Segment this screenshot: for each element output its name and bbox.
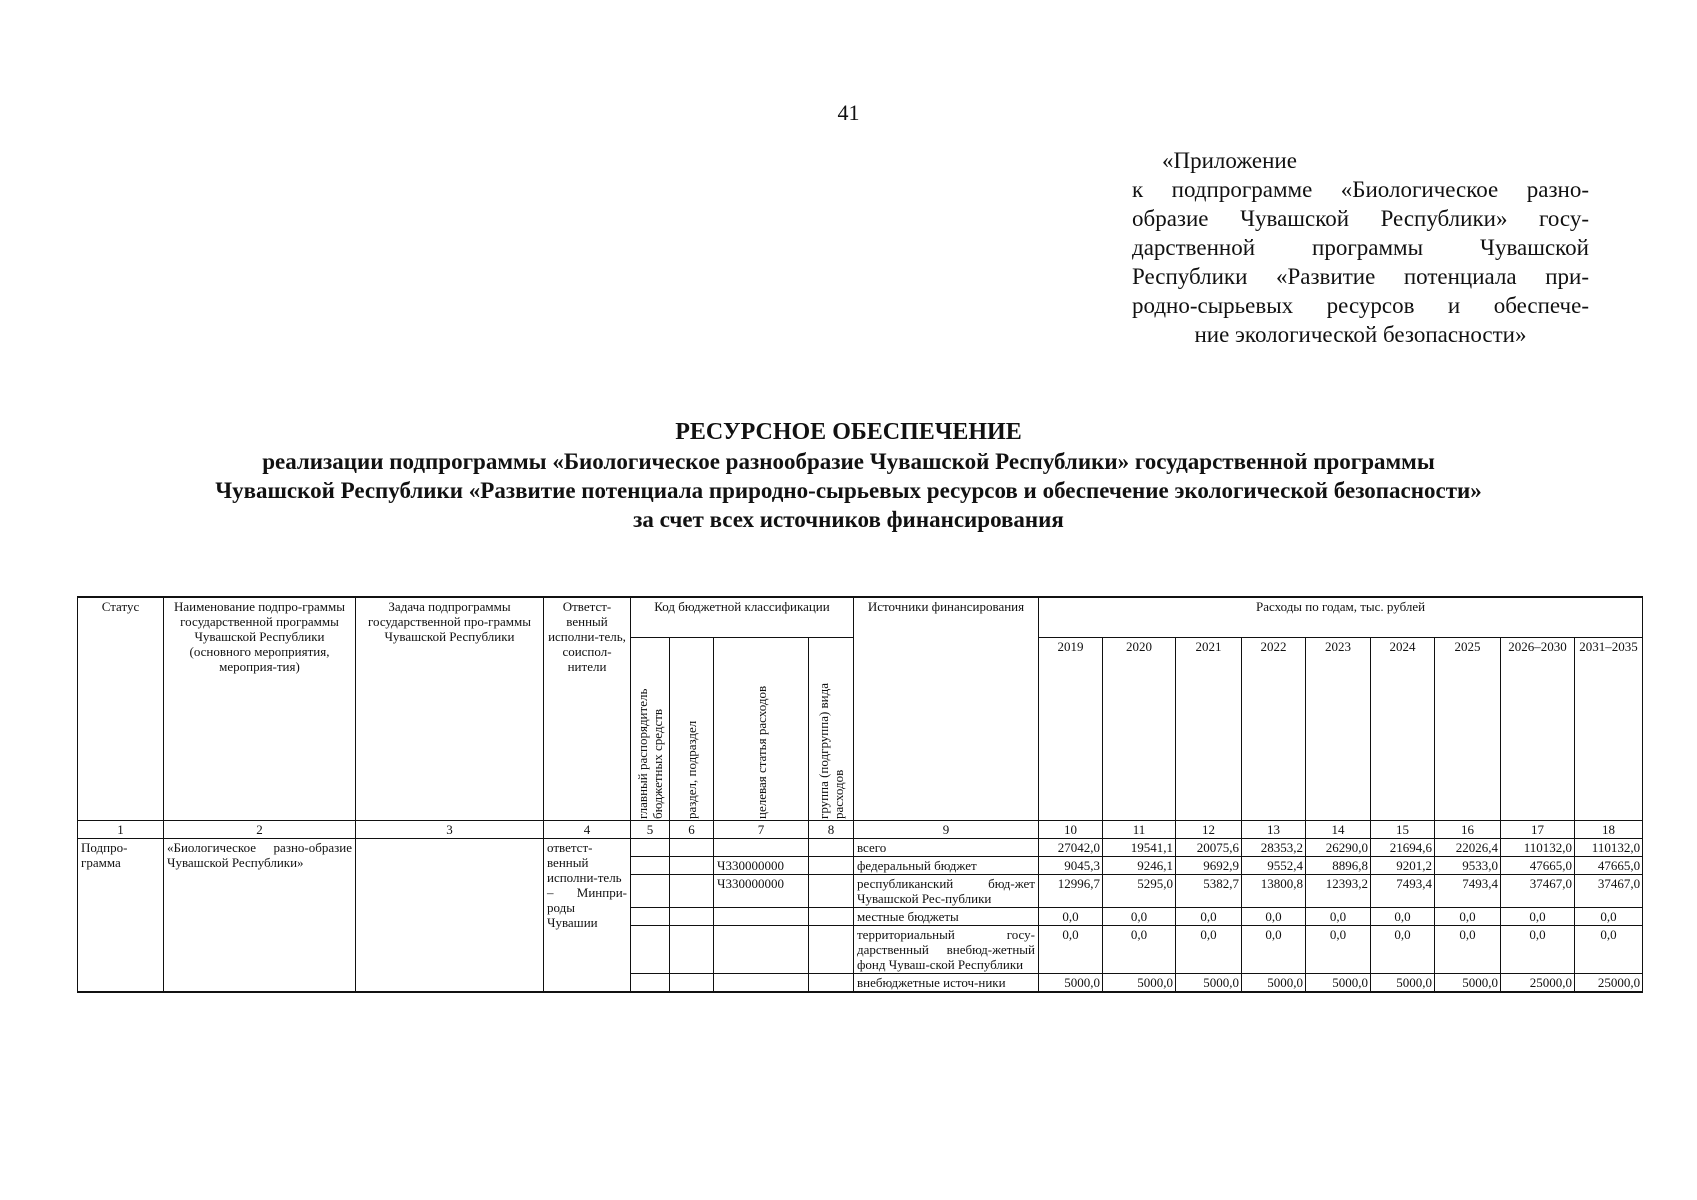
- appendix-line: дарственной программы Чувашской: [1132, 235, 1589, 260]
- header-budget-code: Код бюджетной классификации: [631, 597, 854, 637]
- cell-value: 0,0: [1176, 925, 1242, 973]
- cell-value: 12996,7: [1039, 874, 1103, 907]
- cell-value: 47665,0: [1575, 856, 1643, 874]
- cell-value: 5000,0: [1435, 973, 1501, 992]
- appendix-line: образие Чувашской Республики» госу-: [1132, 206, 1589, 231]
- title-line: РЕСУРСНОЕ ОБЕСПЕЧЕНИЕ: [675, 419, 1022, 445]
- cell-value: 12393,2: [1306, 874, 1371, 907]
- column-number: 11: [1103, 820, 1176, 838]
- cell-section: [670, 856, 714, 874]
- row-task: [356, 838, 544, 992]
- column-number: 7: [714, 820, 809, 838]
- cell-section: [670, 973, 714, 992]
- cell-value: 7493,4: [1435, 874, 1501, 907]
- cell-target: [714, 907, 809, 925]
- column-number: 17: [1501, 820, 1575, 838]
- cell-value: 110132,0: [1501, 838, 1575, 856]
- appendix-note: [1132, 146, 1589, 349]
- cell-value: 5000,0: [1176, 973, 1242, 992]
- resource-table: [77, 596, 1643, 993]
- cell-grbs: [631, 925, 670, 973]
- title-line: реализации подпрограммы «Биологическое разнообразие Чувашской Республики» государственной программы: [262, 449, 1435, 474]
- cell-grbs: [631, 856, 670, 874]
- cell-source: федеральный бюджет: [854, 856, 1039, 874]
- column-number: 10: [1039, 820, 1103, 838]
- cell-value: 5000,0: [1039, 973, 1103, 992]
- header-task: Задача подпрограммы государственной про-граммы Чувашской Республики: [356, 597, 544, 820]
- cell-value: 8896,8: [1306, 856, 1371, 874]
- header-sources: Источники финансирования: [854, 597, 1039, 820]
- header-group: [809, 637, 854, 820]
- row-name: «Биологическое разно-образие Чувашской Республики»: [164, 838, 356, 992]
- header-status: Статус: [78, 597, 164, 820]
- cell-value: 110132,0: [1575, 838, 1643, 856]
- page-number: 41: [837, 100, 860, 125]
- cell-target: [714, 973, 809, 992]
- cell-value: 26290,0: [1306, 838, 1371, 856]
- cell-target: [714, 925, 809, 973]
- header-target: [714, 637, 809, 820]
- header-target-text: целевая статья расходов: [753, 685, 769, 819]
- cell-value: 47665,0: [1501, 856, 1575, 874]
- cell-group: [809, 874, 854, 907]
- cell-value: 5295,0: [1103, 874, 1176, 907]
- row-status: Подпро-грамма: [78, 838, 164, 992]
- cell-section: [670, 907, 714, 925]
- cell-value: 0,0: [1242, 907, 1306, 925]
- header-name: Наименование подпро-граммы государственной программы Чувашской Республики (основного мероприятия, мероприя-тия): [164, 597, 356, 820]
- cell-group: [809, 907, 854, 925]
- column-number: 14: [1306, 820, 1371, 838]
- header-year: 2019: [1039, 637, 1103, 820]
- appendix-line: ние экологической безопасности»: [1194, 322, 1527, 347]
- cell-value: 28353,2: [1242, 838, 1306, 856]
- cell-value: 5000,0: [1242, 973, 1306, 992]
- column-number: 2: [164, 820, 356, 838]
- table-row: [78, 838, 1643, 856]
- header-year: 2024: [1371, 637, 1435, 820]
- cell-value: 25000,0: [1575, 973, 1643, 992]
- header-year: 2021: [1176, 637, 1242, 820]
- column-number: 5: [631, 820, 670, 838]
- header-section-text: раздел, подраздел: [684, 720, 699, 819]
- cell-value: 9552,4: [1242, 856, 1306, 874]
- cell-value: 25000,0: [1501, 973, 1575, 992]
- cell-value: 19541,1: [1103, 838, 1176, 856]
- cell-source: республиканский бюд-жет Чувашской Рес-публики: [854, 874, 1039, 907]
- cell-value: 0,0: [1575, 925, 1643, 973]
- column-number: 1: [78, 820, 164, 838]
- cell-value: 20075,6: [1176, 838, 1242, 856]
- document-title: [0, 418, 1697, 534]
- cell-source: внебюджетные источ-ники: [854, 973, 1039, 992]
- appendix-line: к подпрограмме «Биологическое разно-: [1132, 177, 1589, 202]
- cell-value: 22026,4: [1435, 838, 1501, 856]
- cell-value: 5000,0: [1306, 973, 1371, 992]
- cell-section: [670, 874, 714, 907]
- cell-value: 37467,0: [1501, 874, 1575, 907]
- cell-grbs: [631, 874, 670, 907]
- cell-group: [809, 838, 854, 856]
- column-number-row: [78, 820, 1643, 838]
- cell-value: 5000,0: [1103, 973, 1176, 992]
- column-number: 6: [670, 820, 714, 838]
- cell-value: 7493,4: [1371, 874, 1435, 907]
- header-grbs: [631, 637, 670, 820]
- header-year: 2020: [1103, 637, 1176, 820]
- cell-value: 9692,9: [1176, 856, 1242, 874]
- cell-value: 0,0: [1039, 907, 1103, 925]
- cell-source: местные бюджеты: [854, 907, 1039, 925]
- cell-target: Ч330000000: [714, 856, 809, 874]
- cell-grbs: [631, 838, 670, 856]
- header-grbs-text: главный распорядитель бюджетных средств: [635, 688, 665, 819]
- column-number: 12: [1176, 820, 1242, 838]
- cell-group: [809, 856, 854, 874]
- cell-value: 0,0: [1371, 907, 1435, 925]
- cell-value: 37467,0: [1575, 874, 1643, 907]
- header-section: [670, 637, 714, 820]
- appendix-line: «Приложение: [1162, 148, 1297, 173]
- header-year: 2023: [1306, 637, 1371, 820]
- cell-section: [670, 925, 714, 973]
- cell-value: 5000,0: [1371, 973, 1435, 992]
- cell-target: Ч330000000: [714, 874, 809, 907]
- header-year: 2031–2035: [1575, 637, 1643, 820]
- title-line: за счет всех источников финансирования: [633, 507, 1064, 532]
- cell-group: [809, 973, 854, 992]
- cell-value: 0,0: [1501, 925, 1575, 973]
- cell-value: 0,0: [1435, 925, 1501, 973]
- column-number: 13: [1242, 820, 1306, 838]
- cell-value: 0,0: [1103, 907, 1176, 925]
- row-executor: ответст-венный исполни-тель – Минпри-роды Чувашии: [544, 838, 631, 992]
- appendix-line: Республики «Развитие потенциала при-: [1132, 264, 1589, 289]
- header-expenses: Расходы по годам, тыс. рублей: [1039, 597, 1643, 637]
- cell-value: 0,0: [1242, 925, 1306, 973]
- header-year: 2026–2030: [1501, 637, 1575, 820]
- appendix-line: родно-сырьевых ресурсов и обеспече-: [1132, 293, 1589, 318]
- cell-value: 9045,3: [1039, 856, 1103, 874]
- column-number: 8: [809, 820, 854, 838]
- cell-value: 27042,0: [1039, 838, 1103, 856]
- cell-value: 0,0: [1176, 907, 1242, 925]
- cell-grbs: [631, 973, 670, 992]
- cell-target: [714, 838, 809, 856]
- header-year: 2025: [1435, 637, 1501, 820]
- cell-value: 13800,8: [1242, 874, 1306, 907]
- header-executor: Ответст-венный исполни-тель, соиспол-нители: [544, 597, 631, 820]
- title-line: Чувашской Республики «Развитие потенциала природно-сырьевых ресурсов и обеспечение экологической безопасности»: [215, 478, 1482, 503]
- cell-value: 0,0: [1306, 925, 1371, 973]
- header-year: 2022: [1242, 637, 1306, 820]
- cell-value: 9533,0: [1435, 856, 1501, 874]
- cell-value: 5382,7: [1176, 874, 1242, 907]
- cell-value: 9201,2: [1371, 856, 1435, 874]
- header-group-text: группа (подгруппа) вида расходов: [816, 682, 846, 819]
- cell-group: [809, 925, 854, 973]
- column-number: 3: [356, 820, 544, 838]
- column-number: 15: [1371, 820, 1435, 838]
- column-number: 4: [544, 820, 631, 838]
- cell-grbs: [631, 907, 670, 925]
- column-number: 16: [1435, 820, 1501, 838]
- cell-value: 0,0: [1306, 907, 1371, 925]
- cell-source: территориальный госу-дарственный внебюд-жетный фонд Чуваш-ской Республики: [854, 925, 1039, 973]
- column-number: 18: [1575, 820, 1643, 838]
- cell-section: [670, 838, 714, 856]
- cell-value: 0,0: [1435, 907, 1501, 925]
- cell-value: 9246,1: [1103, 856, 1176, 874]
- cell-value: 0,0: [1039, 925, 1103, 973]
- cell-source: всего: [854, 838, 1039, 856]
- cell-value: 21694,6: [1371, 838, 1435, 856]
- cell-value: 0,0: [1103, 925, 1176, 973]
- cell-value: 0,0: [1371, 925, 1435, 973]
- column-number: 9: [854, 820, 1039, 838]
- cell-value: 0,0: [1501, 907, 1575, 925]
- cell-value: 0,0: [1575, 907, 1643, 925]
